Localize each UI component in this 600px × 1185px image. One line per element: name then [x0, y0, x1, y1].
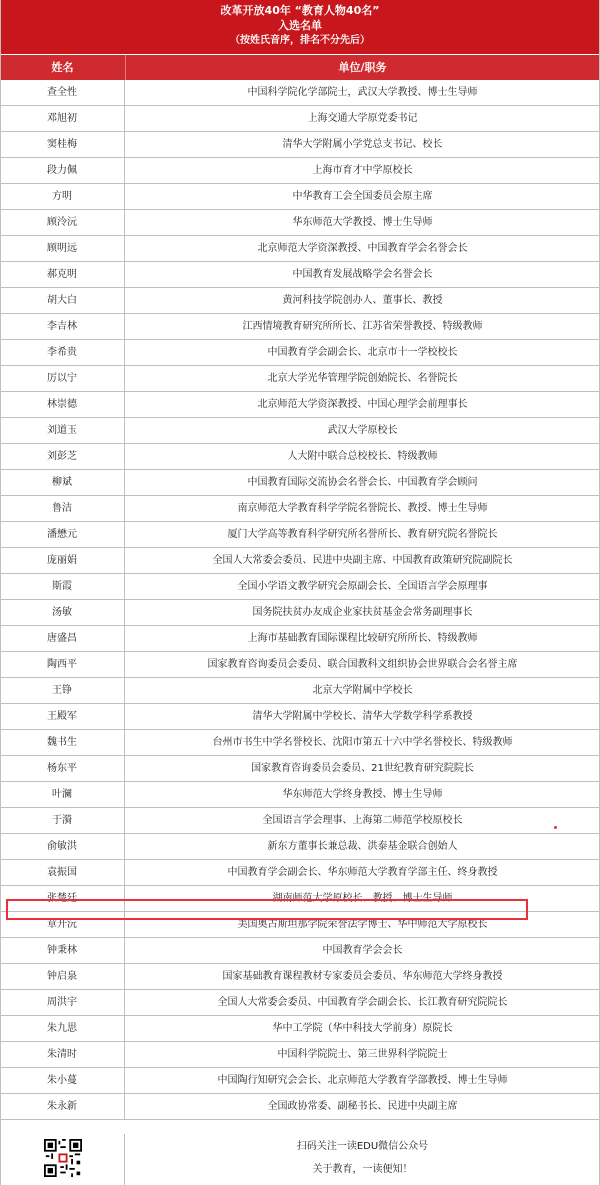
- cell-name: 朱小蔓: [0, 1068, 125, 1093]
- table-row: [0, 470, 600, 496]
- table-row: [0, 990, 600, 1016]
- cell-position: 国家基础教育课程教材专家委员会委员、华东师范大学终身教授: [222, 971, 503, 982]
- header-banner: [0, 0, 600, 54]
- cell-name: 王铮: [0, 678, 125, 703]
- cell-name: 潘懋元: [0, 522, 125, 547]
- title-line-1: 改革开放40年 “教育人物40名”: [220, 4, 380, 17]
- cell-position: 中国教育学会会长: [322, 945, 403, 956]
- table-row: [0, 340, 600, 366]
- cell-name: 刘彭芝: [0, 444, 125, 469]
- table-row: [0, 314, 600, 340]
- table-row: [0, 834, 600, 860]
- table-row: [0, 756, 600, 782]
- cell-name: 林崇德: [0, 392, 125, 417]
- table-row: [0, 574, 600, 600]
- cell-position: 华东师范大学教授、博士生导师: [292, 217, 433, 228]
- table-row: [0, 964, 600, 990]
- cell-position: 中国教育学会副会长、华东师范大学教育学部主任、终身教授: [227, 867, 498, 878]
- title-note: （按姓氏音序，排名不分先后）: [230, 35, 370, 46]
- table-row: [0, 938, 600, 964]
- cell-name: 汤敏: [0, 600, 125, 625]
- footer: [0, 1134, 600, 1185]
- table-row: [0, 782, 600, 808]
- cell-name: 钟秉林: [0, 938, 125, 963]
- cell-name: 李希贵: [0, 340, 125, 365]
- table-row: [0, 80, 600, 106]
- cell-position: 中国科学院院士、第三世界科学院院士: [277, 1049, 448, 1060]
- cell-name: 郝克明: [0, 262, 125, 287]
- cell-position: 国家教育咨询委员会委员、21世纪教育研究院院长: [251, 763, 474, 774]
- table-row: [0, 522, 600, 548]
- cell-position: 上海市育才中学原校长: [312, 165, 413, 176]
- table-header: [0, 55, 600, 80]
- cell-name: 段力佩: [0, 158, 125, 183]
- highlight-box: [6, 899, 528, 920]
- table-row: [0, 1016, 600, 1042]
- cell-position: 中国陶行知研究会会长、北京师范大学教育学部教授、博士生导师: [217, 1075, 508, 1086]
- table-row: [0, 704, 600, 730]
- cell-name: 顾泠沅: [0, 210, 125, 235]
- cell-name: 钟启泉: [0, 964, 125, 989]
- cell-position: 中国教育国际交流协会名誉会长、中国教育学会顾问: [247, 477, 478, 488]
- cell-position: 上海市基础教育国际课程比较研究所所长、特级教师: [247, 633, 478, 644]
- table-row: [0, 678, 600, 704]
- table-row: [0, 730, 600, 756]
- cell-name: 于漪: [0, 808, 125, 833]
- table-row: [0, 1042, 600, 1068]
- table-row: [0, 548, 600, 574]
- table-row: [0, 1068, 600, 1094]
- column-header-position: 单位/职务: [338, 61, 387, 74]
- cell-position: 中国科学院化学部院士，武汉大学教授、博士生导师: [247, 87, 478, 98]
- cell-name: 厉以宁: [0, 366, 125, 391]
- cell-name: 斯霞: [0, 574, 125, 599]
- cell-name: 俞敏洪: [0, 834, 125, 859]
- cell-name: 鲁洁: [0, 496, 125, 521]
- cell-position: 北京大学附属中学校长: [312, 685, 413, 696]
- footer-slogan: 关于教育，一读便知！: [312, 1164, 413, 1175]
- cell-position: 全国小学语文教学研究会原副会长、全国语言学会原理事: [237, 581, 488, 592]
- cell-name: 顾明远: [0, 236, 125, 261]
- cell-position: 全国语言学会理事、上海第二师范学校原校长: [262, 815, 463, 826]
- cell-position: 新东方董事长兼总裁、洪泰基金联合创始人: [267, 841, 458, 852]
- cell-name: 刘道玉: [0, 418, 125, 443]
- cell-position: 国务院扶贫办友成企业家扶贫基金会常务副理事长: [252, 607, 473, 618]
- cell-name: 朱永新: [0, 1094, 125, 1119]
- table-row: [0, 158, 600, 184]
- table-row: [0, 808, 600, 834]
- table-row: [0, 600, 600, 626]
- cell-position: 中国教育学会副会长、北京市十一学校校长: [267, 347, 458, 358]
- table-row: [0, 366, 600, 392]
- cell-name: 胡大白: [0, 288, 125, 313]
- cell-position: 清华大学附属中学校长、清华大学数学科学系教授: [252, 711, 473, 722]
- cell-position: 中华教育工会全国委员会原主席: [292, 191, 433, 202]
- cell-position: 武汉大学原校长: [327, 425, 398, 436]
- table-row: [0, 392, 600, 418]
- cell-name: 章开沅: [0, 912, 125, 937]
- cell-name: 陶西平: [0, 652, 125, 677]
- title-line-2: 入选名单: [278, 19, 322, 32]
- cell-name: 唐盛昌: [0, 626, 125, 651]
- table-row: [0, 626, 600, 652]
- table-row: [0, 496, 600, 522]
- cell-position: 华东师范大学终身教授、博士生导师: [282, 789, 443, 800]
- table-row: [0, 210, 600, 236]
- cell-name: 杨东平: [0, 756, 125, 781]
- cell-position: 北京师范大学资深教授、中国心理学会前理事长: [257, 399, 468, 410]
- cell-position: 中国教育发展战略学会名誉会长: [292, 269, 433, 280]
- column-header-name: 姓名: [51, 61, 74, 74]
- table-row: [0, 184, 600, 210]
- table-row: [0, 262, 600, 288]
- table-row: [0, 106, 600, 132]
- cell-position: 江西情境教育研究所所长、江苏省荣誉教授、特级教师: [242, 321, 483, 332]
- cell-position: 全国人大常委会委员、民进中央副主席、中国教育政策研究院副院长: [212, 555, 513, 566]
- cell-name: 查全性: [0, 80, 125, 105]
- cell-name: 庞丽娟: [0, 548, 125, 573]
- cell-name: 朱清时: [0, 1042, 125, 1067]
- cell-position: 人大附中联合总校校长、特级教师: [287, 451, 438, 462]
- cell-position: 美国奥古斯坦那学院荣誉法学博士、华中师范大学原校长: [237, 919, 488, 930]
- cell-name: 柳斌: [0, 470, 125, 495]
- table-row: [0, 652, 600, 678]
- cell-position: 黄河科技学院创办人、董事长、教授: [282, 295, 443, 306]
- cell-name: 袁振国: [0, 860, 125, 885]
- cell-name: 王殿军: [0, 704, 125, 729]
- red-dot: [554, 826, 557, 829]
- table-row: [0, 860, 600, 886]
- cell-position: 北京师范大学资深教授、中国教育学会名誉会长: [257, 243, 468, 254]
- cell-name: 窦桂梅: [0, 132, 125, 157]
- cell-position: 南京师范大学教育科学学院名誉院长、教授、博士生导师: [237, 503, 488, 514]
- cell-position: 国家教育咨询委员会委员、联合国教科文组织协会世界联合会名誉主席: [207, 659, 518, 670]
- table-row: [0, 288, 600, 314]
- cell-position: 华中工学院（华中科技大学前身）原院长: [272, 1023, 453, 1034]
- cell-position: 上海交通大学原党委书记: [307, 113, 418, 124]
- table-body: [0, 80, 600, 1120]
- table-row: [0, 236, 600, 262]
- cell-position: 全国政协常委、副秘书长、民进中央副主席: [267, 1101, 458, 1112]
- cell-name: 邓旭初: [0, 106, 125, 131]
- cell-name: 周洪宇: [0, 990, 125, 1015]
- cell-position: 北京大学光华管理学院创始院长、名誉院长: [267, 373, 458, 384]
- qr-cell: [0, 1134, 125, 1185]
- cell-position: 清华大学附属小学党总支书记、校长: [282, 139, 443, 150]
- cell-position: 台州市书生中学名誉校长、沈阳市第五十六中学名誉校长、特级教师: [212, 737, 513, 748]
- cell-position: 湖南师范大学原校长、教授、博士生导师: [272, 893, 453, 904]
- table-row: [0, 444, 600, 470]
- qr-code-icon: [44, 1139, 82, 1177]
- footer-follow-text: 扫码关注一读EDU微信公众号: [296, 1141, 429, 1152]
- cell-name: 朱九思: [0, 1016, 125, 1041]
- table-row: [0, 1094, 600, 1120]
- cell-position: 全国人大常委会委员、中国教育学会副会长、长江教育研究院院长: [217, 997, 508, 1008]
- cell-name: 方明: [0, 184, 125, 209]
- cell-name: 李吉林: [0, 314, 125, 339]
- cell-name: 张楚廷: [0, 886, 125, 911]
- table-row: [0, 132, 600, 158]
- cell-name: 叶澜: [0, 782, 125, 807]
- cell-position: 厦门大学高等教育科学研究所名誉所长、教育研究院名誉院长: [227, 529, 498, 540]
- cell-name: 魏书生: [0, 730, 125, 755]
- table-row: [0, 418, 600, 444]
